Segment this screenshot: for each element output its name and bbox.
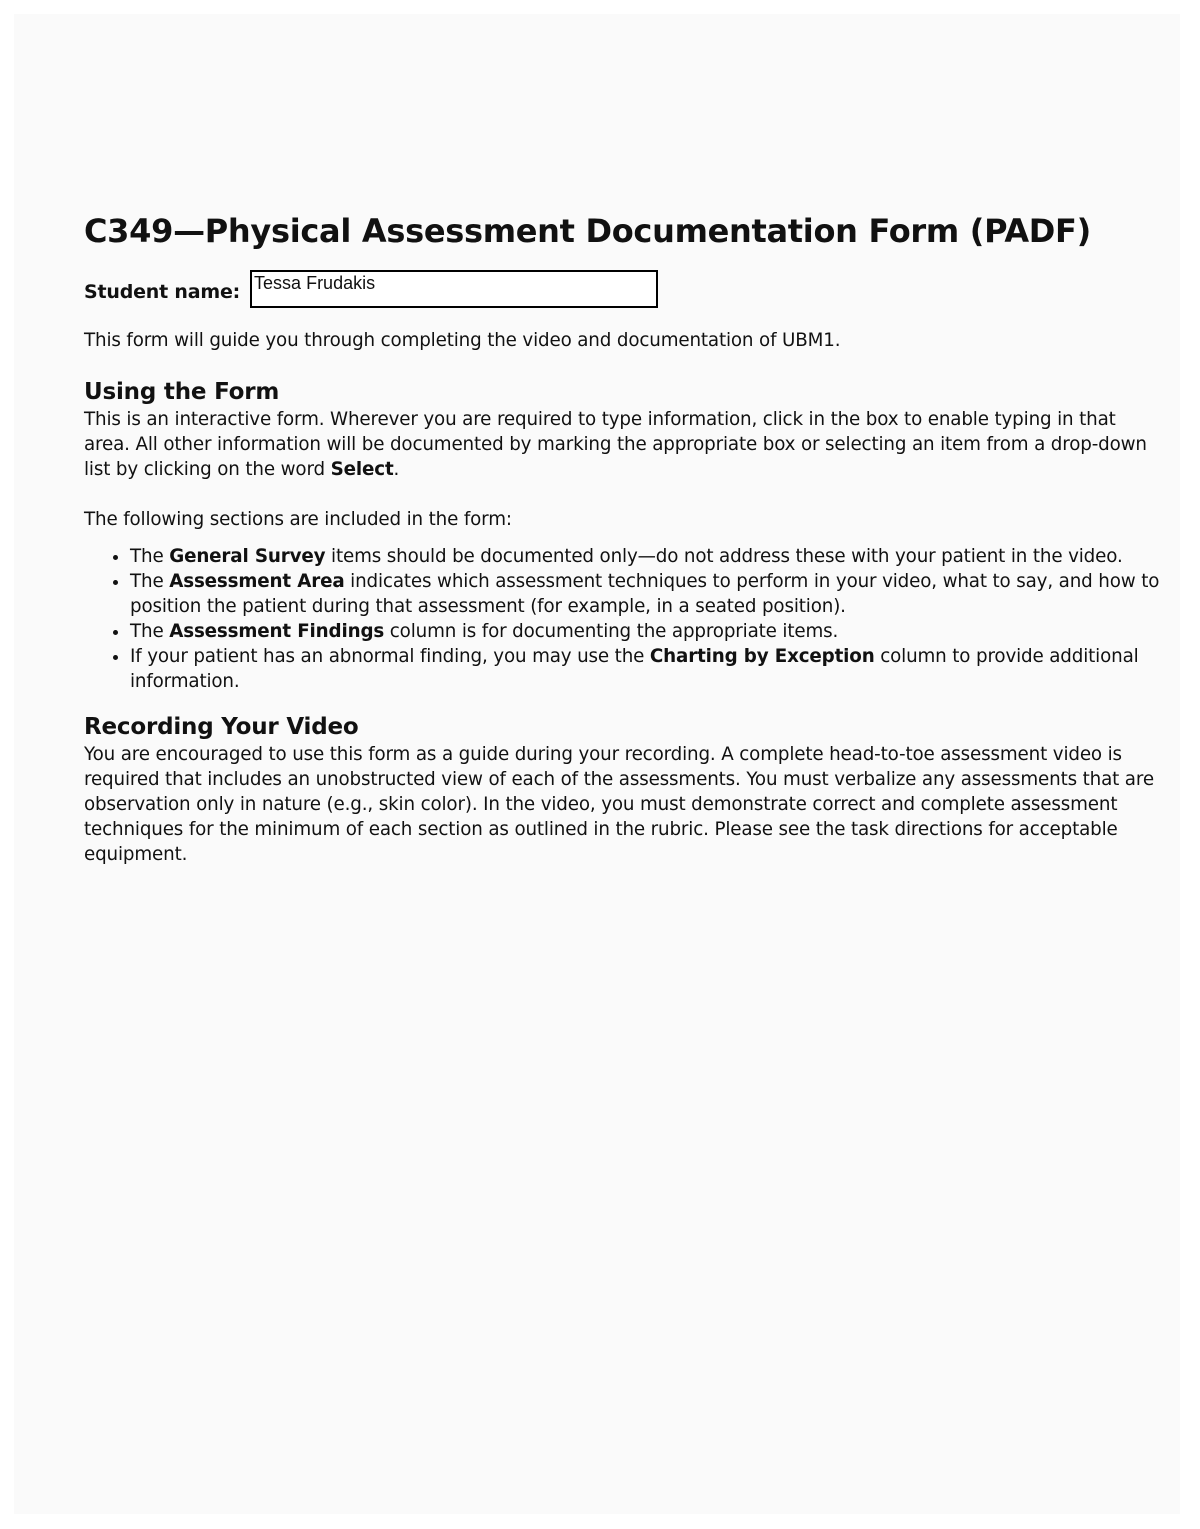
using-form-text-end: . [393, 459, 400, 480]
using-form-heading: Using the Form [84, 379, 280, 405]
list-item-bold: Charting by Exception [649, 646, 875, 667]
list-item-bold: Assessment Area [169, 571, 345, 592]
select-keyword: Select [330, 459, 394, 480]
sections-list [84, 544, 1164, 694]
document-page [14, 14, 1180, 1514]
recording-paragraph: You are encouraged to use this form as a guide during your recording. A complete head-to-toe assessment video is required that includes an unobstructed view of each of the assessments. You must verbalize any assessments that are observation only in nature (e.g., skin color). In the video, you must demonstrate correct and complete assessment techniques for the minimum of each section as outlined in the rubric. Please see the task directions for acceptable equipment. [84, 744, 1154, 865]
recording-heading: Recording Your Video [84, 714, 359, 740]
document-content [84, 210, 1164, 867]
list-item-text: If your patient has an abnormal finding, you may use the [130, 646, 650, 667]
student-name-field[interactable]: Tessa Frudakis [250, 270, 658, 308]
sections-intro: The following sections are included in the form: [84, 509, 512, 530]
list-item [130, 619, 1164, 644]
list-item-text: The [130, 621, 170, 642]
intro-text: This form will guide you through completing the video and documentation of UBM1. [84, 330, 841, 351]
list-item-text: The [130, 546, 170, 567]
list-item-text: indicates which assessment techniques to perform in your video, what to say, and how to position the patient during that assessment (for example, in a seated position). [130, 571, 1160, 617]
list-item [130, 544, 1164, 569]
using-form-text: This is an interactive form. Wherever you are required to type information, click in the box to enable typing in that area. All other information will be documented by marking the appropriate box or selecting an item from a drop-down list by clicking on the word [84, 409, 1147, 480]
list-item-bold: Assessment Findings [169, 621, 385, 642]
list-item-text: column to provide additional information. [130, 646, 1139, 692]
student-name-row [84, 272, 1164, 312]
list-item [130, 569, 1164, 619]
list-item-text: column is for documenting the appropriate items. [384, 621, 839, 642]
document-title: C349—Physical Assessment Documentation Form (PADF) [84, 212, 1091, 250]
using-form-paragraph [84, 407, 1164, 482]
list-item-bold: General Survey [169, 546, 326, 567]
student-name-label: Student name: [84, 281, 241, 303]
list-item-text: items should be documented only—do not address these with your patient in the video. [325, 546, 1123, 567]
list-item [130, 644, 1164, 694]
list-item-text: The [130, 571, 170, 592]
